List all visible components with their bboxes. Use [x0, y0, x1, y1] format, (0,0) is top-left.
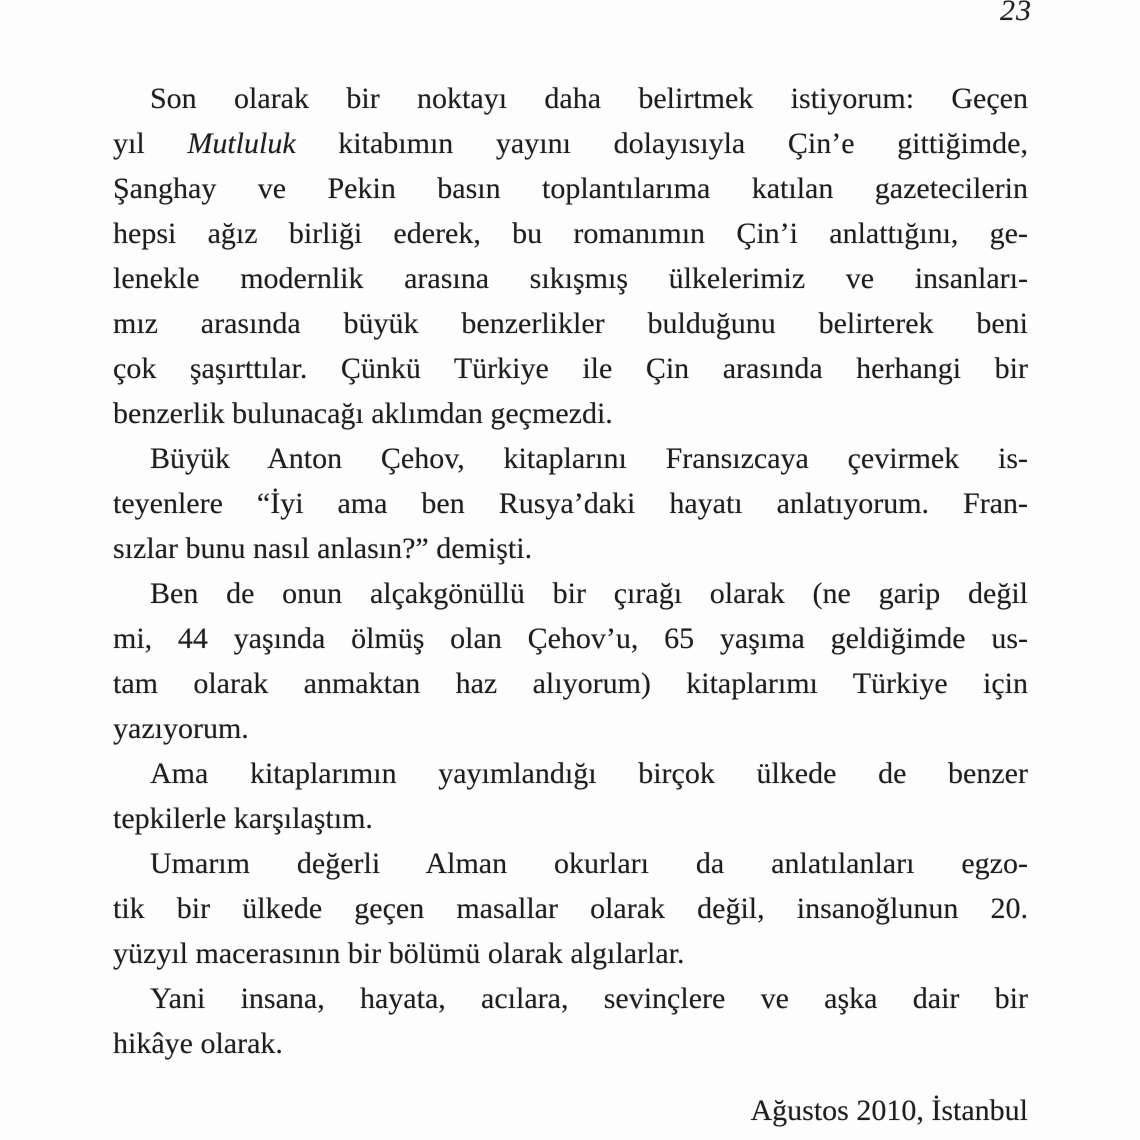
text-line: Ama kitaplarımın yayımlandığı birçok ülkede de benzer	[150, 757, 1028, 790]
text-line: yıl Mutluluk kitabımın yayını dolayısıyla Çin’e gittiğimde,	[113, 127, 1028, 160]
text-line: lenekle modernlik arasına sıkışmış ülkelerimiz ve insanları-	[113, 262, 1028, 295]
text-line: tam olarak anmaktan haz alıyorum) kitaplarımı Türkiye için	[113, 667, 1028, 700]
text-line: Ben de onun alçakgönüllü bir çırağı olarak (ne garip değil	[150, 577, 1028, 610]
signature-line: Ağustos 2010, İstanbul	[750, 1094, 1028, 1127]
text-line: Yani insana, hayata, acılara, sevinçlere ve aşka dair bir	[150, 982, 1028, 1015]
text-line: hepsi ağız birliği ederek, bu romanımın Çin’i anlattığını, ge-	[113, 217, 1028, 250]
text-line: benzerlik bulunacağı aklımdan geçmezdi.	[113, 397, 613, 430]
text-line: mi, 44 yaşında ölmüş olan Çehov’u, 65 yaşıma geldiğimde us-	[113, 622, 1028, 655]
page-number: 23	[1000, 0, 1032, 27]
text-line: Son olarak bir noktayı daha belirtmek istiyorum: Geçen	[150, 82, 1028, 115]
text-line: yüzyıl macerasının bir bölümü olarak algılarlar.	[113, 937, 685, 970]
text-line: tik bir ülkede geçen masallar olarak değil, insanoğlunun 20.	[113, 892, 1028, 925]
text-line: çok şaşırttılar. Çünkü Türkiye ile Çin arasında herhangi bir	[113, 352, 1028, 385]
text-line: hikâye olarak.	[113, 1027, 283, 1060]
text-line: tepkilerle karşılaştım.	[113, 802, 373, 835]
text-line: yazıyorum.	[113, 712, 249, 745]
text-line: mız arasında büyük benzerlikler bulduğunu belirterek beni	[113, 307, 1028, 340]
text-line: sızlar bunu nasıl anlasın?” demişti.	[113, 532, 533, 565]
text-line: Büyük Anton Çehov, kitaplarını Fransızcaya çevirmek is-	[150, 442, 1028, 475]
body-text	[113, 76, 1028, 1066]
text-line: Şanghay ve Pekin basın toplantılarıma katılan gazetecilerin	[113, 172, 1028, 205]
text-line: Umarım değerli Alman okurları da anlatılanları egzo-	[150, 847, 1028, 880]
text-line: teyenlere “İyi ama ben Rusya’daki hayatı anlatıyorum. Fran-	[113, 487, 1028, 520]
